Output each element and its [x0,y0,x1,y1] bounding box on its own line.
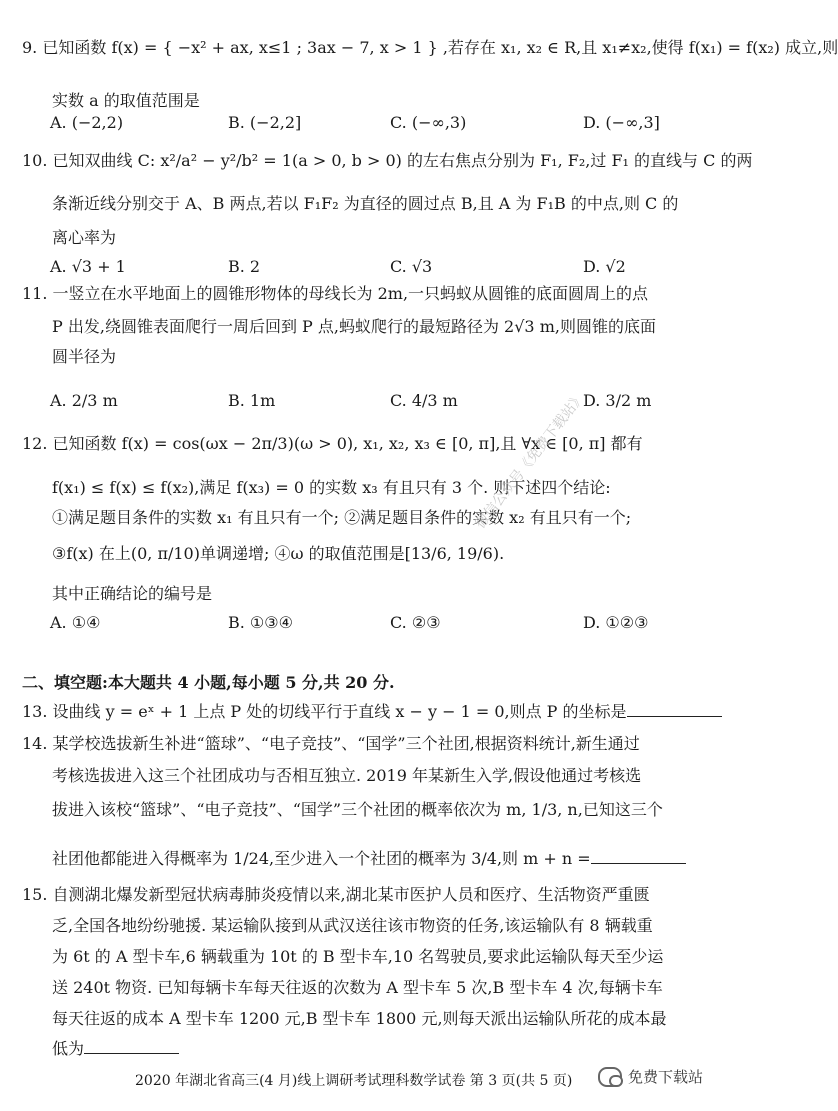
text-line: 圆半径为 [52,347,117,366]
text-line: P 出发,绕圆锥表面爬行一周后回到 P 点,蚂蚁爬行的最短路径为 2√3 m,则圆锥的底面 [52,317,656,336]
option-row [0,612,755,634]
watermark: 微信公众号《免费下载站》 [471,388,588,532]
option-d: D. ①②③ [583,613,649,632]
option-b: B. (−2,2] [228,113,302,132]
option-b: B. 1m [228,391,276,410]
text-line: f(x₁) ≤ f(x) ≤ f(x₂),满足 f(x₃) = 0 的实数 x₃ 有且只有 3 个. 则下述四个结论: [52,478,611,497]
text-line: 条渐近线分别交于 A、B 两点,若以 F₁F₂ 为直径的圆过点 B,且 A 为 F₁B 的中点,则 C 的 [52,194,679,213]
text-line: 每天往返的成本 A 型卡车 1200 元,B 型卡车 1800 元,则每天派出运输队所花的成本最 [52,1009,667,1028]
option-b: B. 2 [228,257,261,276]
option-row [0,256,755,278]
text-line: 13. 设曲线 y = eˣ + 1 上点 P 处的切线平行于直线 x − y − 1 = 0,则点 P 的坐标是 [22,701,722,723]
brand [598,1066,703,1087]
option-a: A. (−2,2) [50,113,124,132]
text-line: 14. 某学校选拔新生补进“篮球”、“电子竞技”、“国学”三个社团,根据资料统计,新生通过 [22,734,640,753]
option-c: C. √3 [390,257,433,276]
section-heading: 二、填空题:本大题共 4 小题,每小题 5 分,共 20 分. [22,673,395,692]
option-d: D. √2 [583,257,626,276]
text-line: 11. 一竖立在水平地面上的圆锥形物体的母线长为 2m,一只蚂蚁从圆锥的底面圆周上的点 [22,284,649,303]
text-line: ③f(x) 在上(0, π/10)单调递增; ④ω 的取值范围是[13/6, 19/6). [52,544,505,563]
option-a: A. √3 + 1 [50,257,126,276]
wechat-icon [598,1067,622,1087]
option-c: C. 4/3 m [390,391,458,410]
answer-blank[interactable] [627,702,722,717]
option-row [0,390,755,412]
text-line: 15. 自测湖北爆发新型冠状病毒肺炎疫情以来,湖北某市医护人员和医疗、生活物资严重匮 [22,885,650,904]
text-line: 9. 已知函数 f(x) = { −x² + ax, x≤1 ; 3ax − 7, x > 1 } ,若存在 x₁, x₂ ∈ R,且 x₁≠x₂,使得 f(x₁) = f(x₂) 成立,则 [22,38,838,57]
option-c: C. (−∞,3) [390,113,467,132]
option-d: D. 3/2 m [583,391,652,410]
text-line: 低为 [52,1038,179,1060]
text-line: 实数 a 的取值范围是 [52,91,200,110]
text-line: 考核选拔进入这三个社团成功与否相互独立. 2019 年某新生入学,假设他通过考核选 [52,766,642,785]
option-d: D. (−∞,3] [583,113,660,132]
text-line: 10. 已知双曲线 C: x²/a² − y²/b² = 1(a > 0, b > 0) 的左右焦点分别为 F₁, F₂,过 F₁ 的直线与 C 的两 [22,151,753,170]
brand-label: 免费下载站 [628,1069,704,1086]
text-line: 其中正确结论的编号是 [52,584,213,603]
text-line: 社团他都能进入得概率为 1/24,至少进入一个社团的概率为 3/4,则 m + n = [52,848,686,870]
option-a: A. 2/3 m [50,391,118,410]
text-line: 为 6t 的 A 型卡车,6 辆载重为 10t 的 B 型卡车,10 名驾驶员,要求此运输队每天至少运 [52,947,664,966]
footer-text: 2020 年湖北省高三(4 月)线上调研考试理科数学试卷 第 3 页(共 5 页) [135,1073,573,1089]
answer-blank[interactable] [591,849,686,864]
text-line: 拔进入该校“篮球”、“电子竞技”、“国学”三个社团的概率依次为 m, 1/3, n,已知这三个 [52,800,663,819]
option-c: C. ②③ [390,613,441,632]
text-line: ①满足题目条件的实数 x₁ 有且只有一个; ②满足题目条件的实数 x₂ 有且只有一个; [52,508,632,527]
text-line: 送 240t 物资. 已知每辆卡车每天往返的次数为 A 型卡车 5 次,B 型卡车 4 次,每辆卡车 [52,978,663,997]
answer-blank[interactable] [84,1039,179,1054]
text-line: 离心率为 [52,228,117,247]
option-row [0,112,755,134]
option-a: A. ①④ [50,613,101,632]
text-line: 12. 已知函数 f(x) = cos(ωx − 2π/3)(ω > 0), x₁, x₂, x₃ ∈ [0, π],且 ∀x ∈ [0, π] 都有 [22,434,643,453]
option-b: B. ①③④ [228,613,293,632]
text-line: 乏,全国各地纷纷驰援. 某运输队接到从武汉送往该市物资的任务,该运输队有 8 辆载重 [52,916,653,935]
